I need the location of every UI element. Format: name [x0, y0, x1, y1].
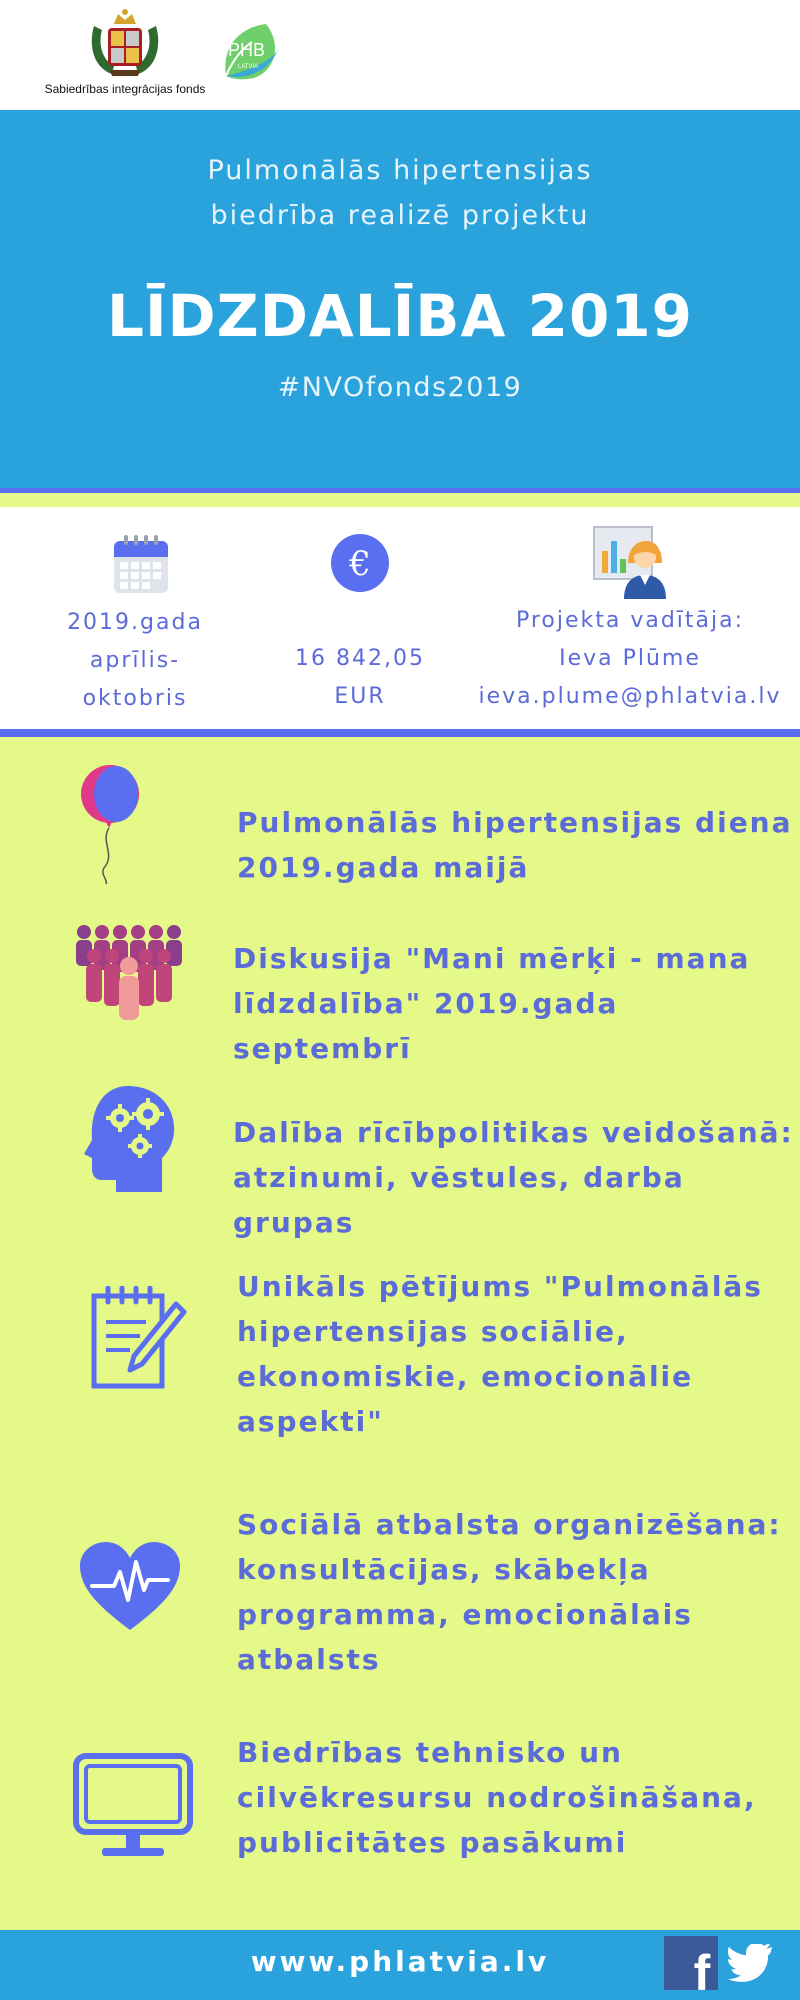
budget-currency: EUR	[334, 684, 386, 709]
activity-item	[237, 1502, 800, 1682]
activity-item	[237, 1730, 800, 1865]
notepad-pencil-icon	[90, 1286, 188, 1390]
phb-logo-text: PHB	[228, 40, 266, 60]
lead-email[interactable]: ieva.plume@phlatvia.lv	[478, 684, 782, 709]
activity-line: konsultācijas, skābekļa	[237, 1553, 651, 1586]
divider-stripe	[0, 729, 800, 737]
activity-line: programma, emocionālais	[237, 1598, 693, 1631]
heart-pulse-icon	[78, 1540, 182, 1632]
activity-line: cilvēkresursu nodrošināšana,	[237, 1781, 757, 1814]
hashtag: #NVOfonds2019	[277, 372, 523, 403]
lead-name: Ieva Plūme	[559, 646, 701, 671]
activity-line: Sociālā atbalsta organizēšana:	[237, 1508, 782, 1541]
hero-intro	[0, 148, 800, 238]
twitter-icon[interactable]	[728, 1944, 774, 1984]
activity-line: Dalība rīcībpolitikas veidošanā:	[233, 1116, 794, 1149]
activity-item	[233, 936, 800, 1071]
phb-logo-subtext: LATVIA	[238, 64, 259, 70]
facebook-glyph: f	[693, 1945, 711, 1990]
activity-item	[237, 1264, 800, 1444]
activity-line: aspekti"	[237, 1405, 384, 1438]
activity-line: Diskusija "Mani mērķi - mana	[233, 942, 751, 975]
project-title: LĪDZDALĪBA 2019	[106, 282, 694, 350]
date-line: aprīlis-	[89, 648, 181, 673]
presenter-icon	[590, 525, 668, 599]
people-group-icon	[72, 922, 186, 1022]
euro-icon	[330, 533, 390, 593]
sponsor-label: Sabiedrības integrācijas fonds	[44, 82, 206, 96]
phb-logo	[222, 20, 280, 80]
activity-line: Pulmonālās hipertensijas diena	[237, 806, 793, 839]
activity-line: hipertensijas sociālie,	[237, 1315, 629, 1348]
project-lead	[460, 602, 800, 716]
activity-line: 2019.gada maijā	[237, 851, 530, 884]
activity-line: ekonomiskie, emocionālie	[237, 1360, 694, 1393]
divider-stripe-lime	[0, 493, 800, 507]
lead-label: Projekta vadītāja:	[515, 608, 745, 633]
hero-intro-line: biedrība realizē projektu	[210, 200, 590, 231]
project-budget	[270, 640, 450, 716]
euro-symbol: €	[349, 544, 371, 584]
website-link[interactable]: www.phlatvia.lv	[250, 1945, 550, 1978]
activity-line: Unikāls pētījums "Pulmonālās	[237, 1270, 763, 1303]
monitor-icon	[72, 1752, 194, 1860]
activity-line: atbalsts	[237, 1643, 381, 1676]
facebook-icon[interactable]	[664, 1936, 718, 1990]
head-gears-icon	[82, 1084, 178, 1194]
activity-line: Biedrības tehnisko un	[237, 1736, 623, 1769]
date-line: 2019.gada	[67, 610, 203, 635]
budget-amount: 16 842,05	[295, 646, 425, 671]
coat-of-arms-logo	[88, 6, 162, 80]
activity-line: atzinumi, vēstules, darba grupas	[233, 1161, 685, 1239]
activity-line: līdzdalība" 2019.gada septembrī	[233, 987, 619, 1065]
date-line: oktobris	[82, 686, 188, 711]
calendar-icon	[112, 533, 170, 595]
project-dates	[40, 604, 230, 718]
activity-item	[233, 1110, 800, 1245]
hero-intro-line: Pulmonālās hipertensijas	[207, 155, 593, 186]
activity-line: publicitātes pasākumi	[237, 1826, 628, 1859]
balloon-icon	[78, 764, 142, 886]
activity-item	[237, 800, 797, 890]
